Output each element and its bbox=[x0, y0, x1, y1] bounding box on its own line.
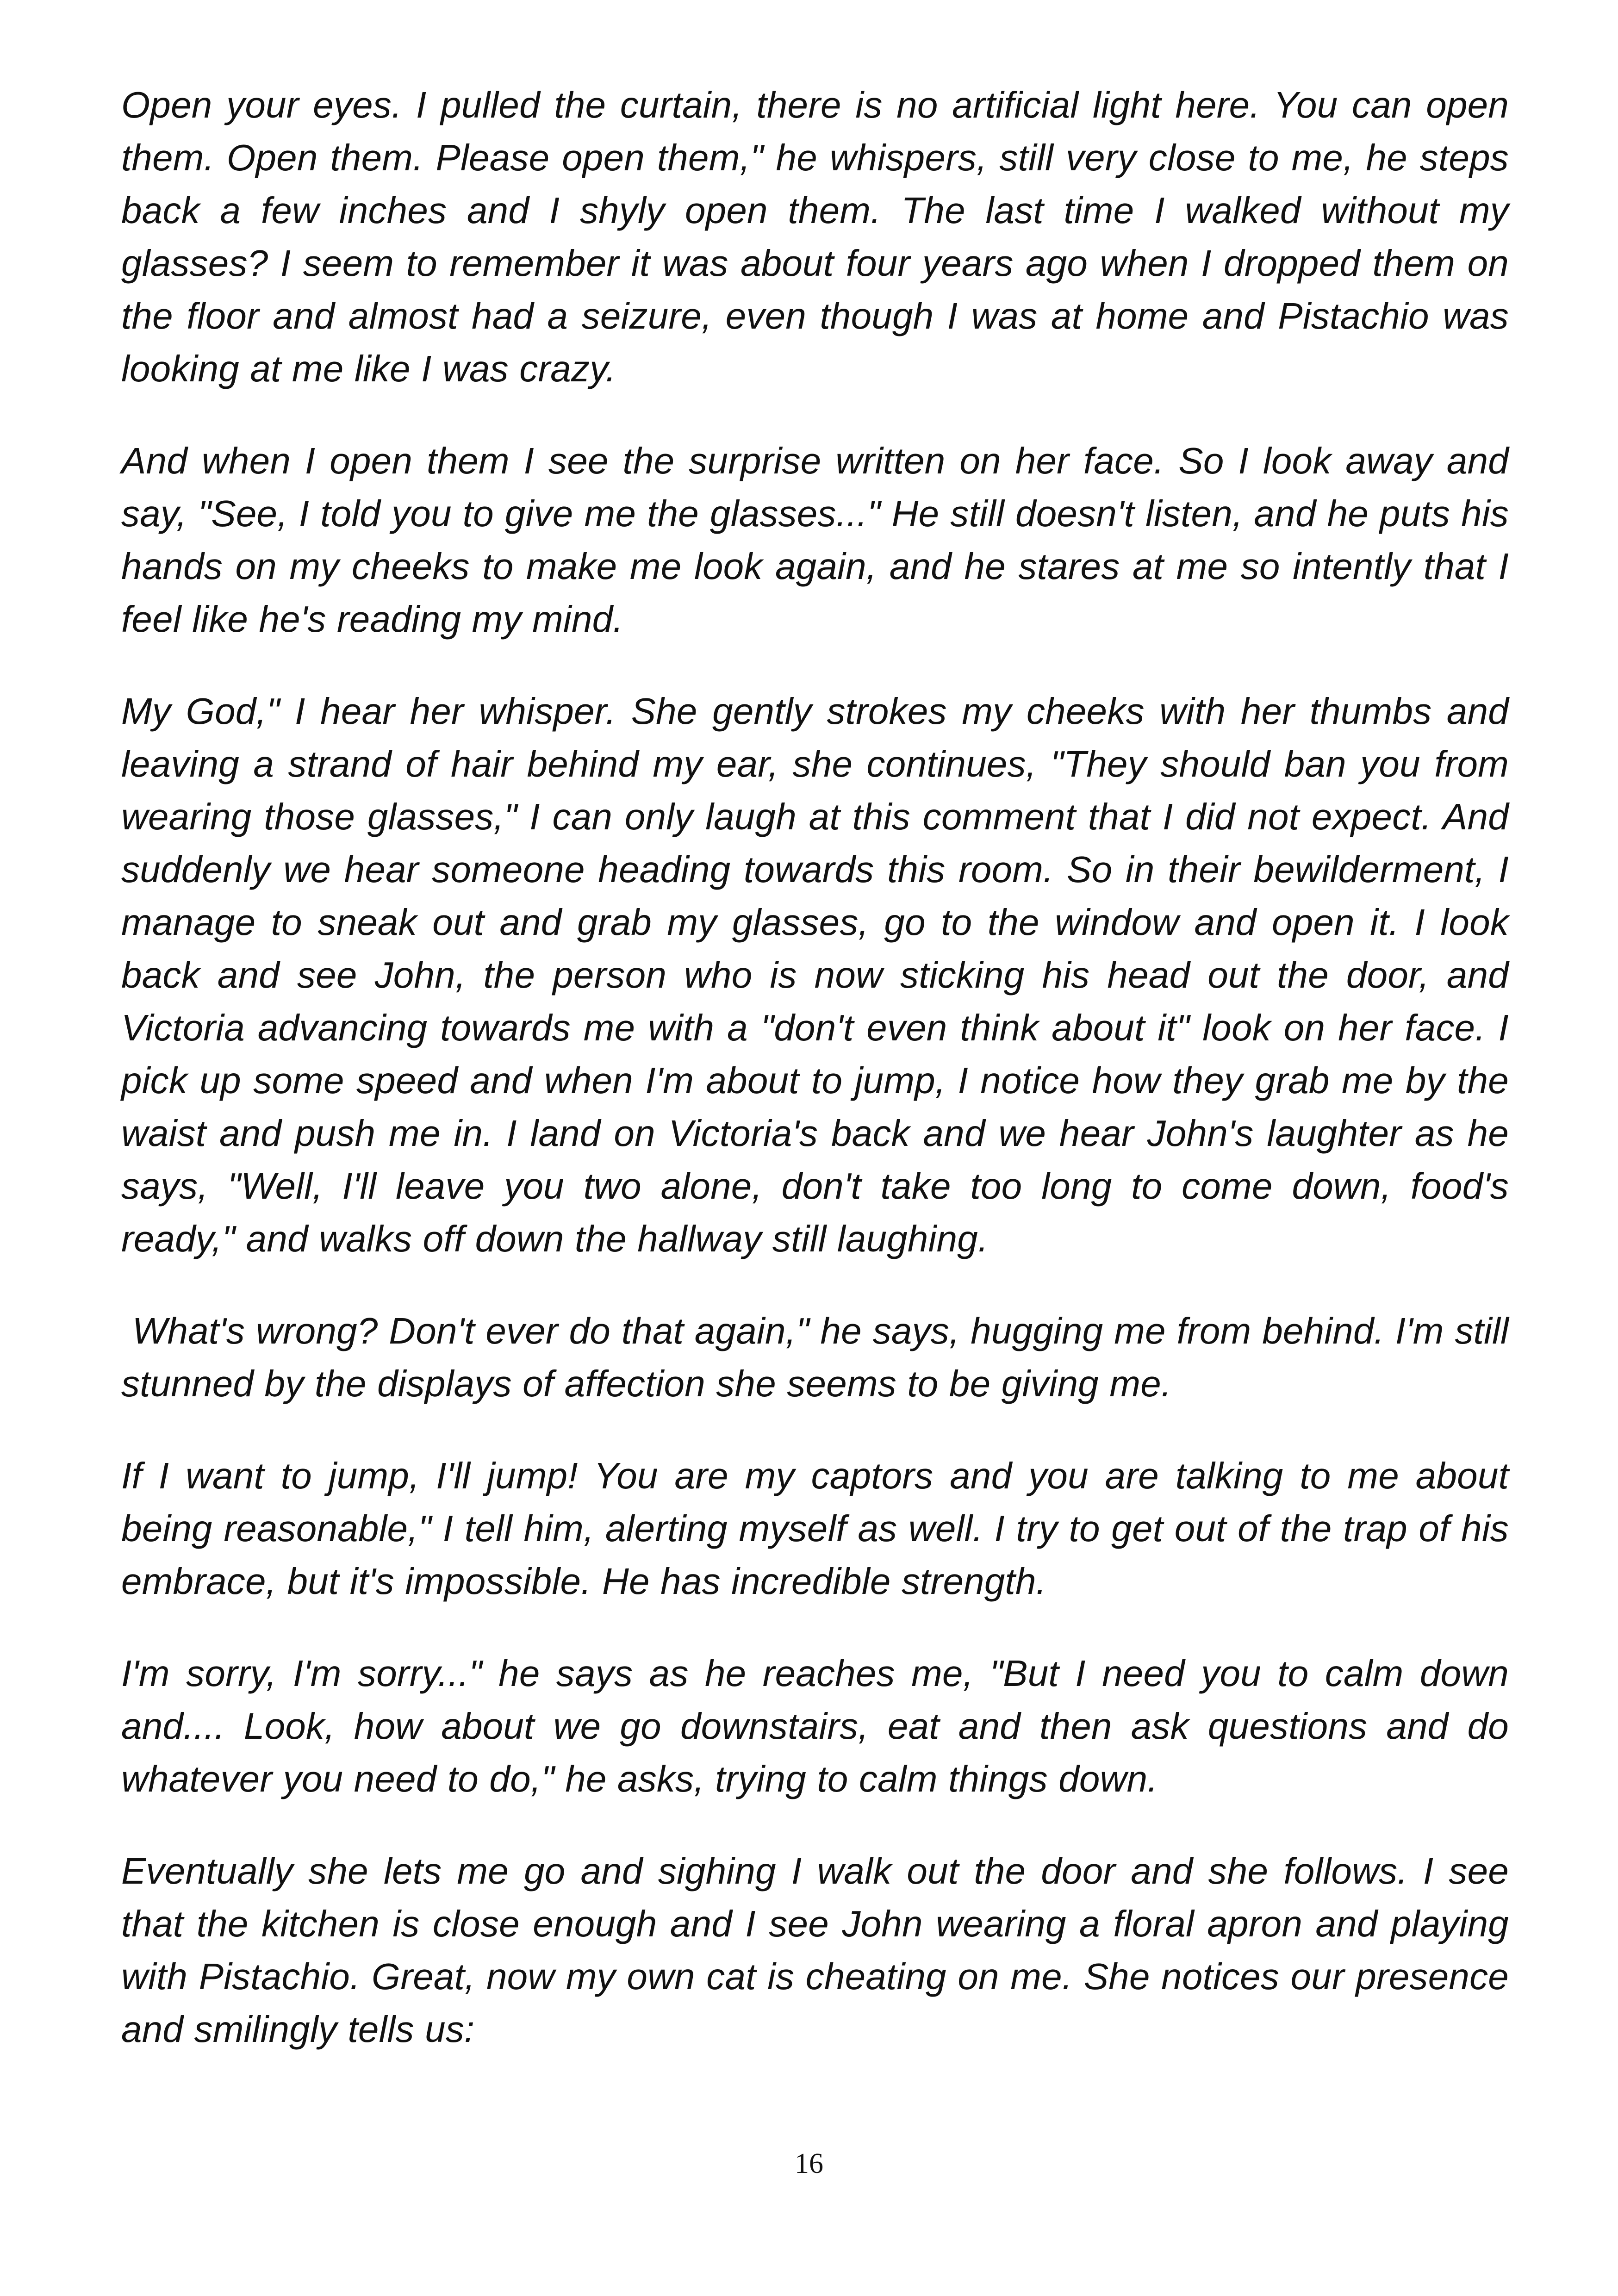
paragraph-2: And when I open them I see the surprise written on her face. So I look away and say, "See, I told you to give me the glasses..." He still doesn't listen, and he puts his hands on my cheeks to make me look again, and he stares at me so intently that I feel like he's reading my mind. bbox=[121, 440, 1509, 640]
page-number: 16 bbox=[795, 2148, 823, 2179]
paragraph-4: What's wrong? Don't ever do that again," he says, hugging me from behind. I'm still stunned by the displays of affection she seems to be giving me. bbox=[121, 1310, 1520, 1404]
paragraph-3: My God," I hear her whisper. She gently strokes my cheeks with her thumbs and leaving a strand of hair behind my ear, she continues, "They should ban you from wearing those glasses," I can only laugh at this comment that I did not expect. And suddenly we hear someone heading towards this room. So in their bewilderment, I manage to sneak out and grab my glasses, go to the window and open it. I look back and see John, the person who is now sticking his head out the door, and Victoria advancing towards me with a "don't even think about it" look on her face. I pick up some speed and when I'm about to jump, I notice how they grab me by the waist and push me in. I land on Victoria's back and we hear John's laughter as he says, "Well, I'll leave you two alone, don't take too long to come down, food's ready," and walks off down the hallway still laughing. bbox=[121, 691, 1509, 1259]
page-body bbox=[121, 79, 1520, 2095]
paragraph-7: Eventually she lets me go and sighing I walk out the door and she follows. I see that the kitchen is close enough and I see John wearing a floral apron and playing with Pistachio. Great, now my own cat is cheating on me. She notices our presence and smilingly tells us: bbox=[121, 1850, 1509, 2050]
paragraph-1: Open your eyes. I pulled the curtain, there is no artificial light here. You can open them. Open them. Please open them," he whispers, still very close to me, he steps back a few inches and I shyly open them. The last time I walked without my glasses? I seem to remember it was about four years ago when I dropped them on the floor and almost had a seizure, even though I was at home and Pistachio was looking at me like I was crazy. bbox=[121, 84, 1509, 389]
paragraph-6: I'm sorry, I'm sorry..." he says as he reaches me, "But I need you to calm down and.... Look, how about we go downstairs, eat and then ask questions and do whatever you need to do," he asks, trying to calm things down. bbox=[121, 1653, 1509, 1799]
paragraph-5: If I want to jump, I'll jump! You are my captors and you are talking to me about being reasonable," I tell him, alerting myself as well. I try to get out of the trap of his embrace, but it's impossible. He has incredible strength. bbox=[121, 1455, 1509, 1602]
